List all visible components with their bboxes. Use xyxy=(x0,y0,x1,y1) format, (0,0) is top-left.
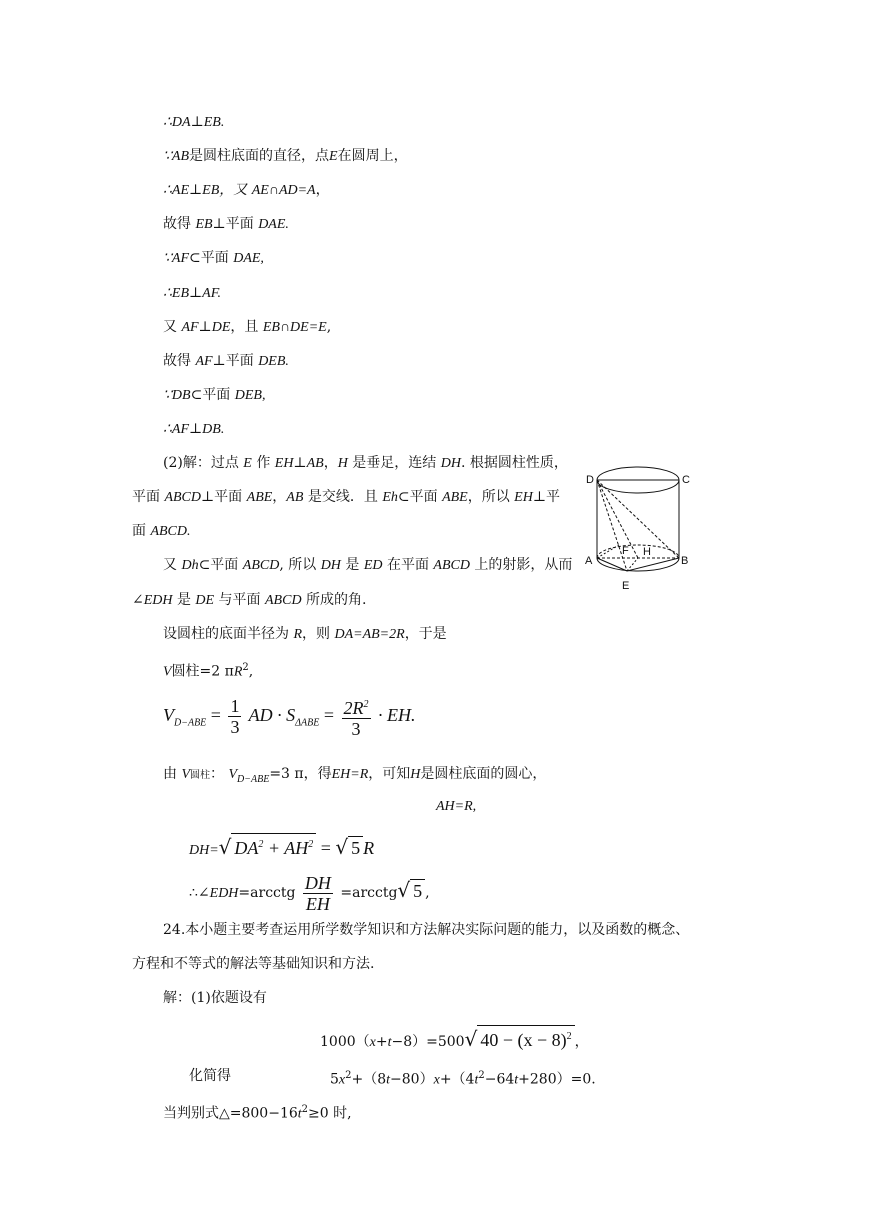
part2-line-6: 设圆柱的底面半径为 R，则 DA=AB=2R，于是 xyxy=(163,626,447,642)
proof-line-9: ∵DB⊂平面 DEB, xyxy=(163,387,266,403)
proof-line-7: 又 AF⊥DE，且 EB∩DE=E, xyxy=(163,319,332,335)
proof-line-10: ∴AF⊥DB. xyxy=(163,422,225,437)
q24-equation-2: $5x^2+(8t-80)x+(4t^2-64t+280)=0$. xyxy=(330,1070,596,1088)
label-h: H xyxy=(643,546,651,558)
label-b: B xyxy=(681,555,689,567)
volume-formula: $V_{D-ABE}$ = $\frac{1}{3}$ AD · $S_{\Delta ABE}$ = $\frac{2R^2}{3}$ · EH. xyxy=(163,696,416,739)
segment-db xyxy=(597,480,679,558)
q24-line-1: 24.本小题主要考查运用所学数学知识和方法解决实际问题的能力，以及函数的概念、 xyxy=(163,922,690,938)
label-c: C xyxy=(682,474,690,486)
proof-line-8: 故得 AF⊥平面 DEB. xyxy=(163,353,289,369)
proof-line-4: 故得 EB⊥平面 DAE. xyxy=(163,216,289,232)
frac-dh-eh: $\frac{DH}{EH}$ xyxy=(304,872,331,914)
q24-equation-1: 1000（x+t−8）=500√ $40 - (x - 8)^2$ ， xyxy=(320,1027,589,1051)
angle-formula: ∴∠EDH=arcctg $\frac{DH}{EH}$ =arcctg√ 5 , xyxy=(189,872,430,914)
proof-line-3: ∴AE⊥EB，又 AE∩AD=A， xyxy=(163,182,330,198)
part2-line-9: AH=R, xyxy=(436,799,477,814)
proof-line-2: ∵AB是圆柱底面的直径，点E在圆周上， xyxy=(163,148,408,164)
sqrt-da-ah: $DA^2 + AH^2$ xyxy=(231,833,316,859)
proof-line-5: ∵AF⊂平面 DAE, xyxy=(163,250,264,266)
proof-line-1: ∴DA⊥EB. xyxy=(163,115,225,130)
cylinder-figure xyxy=(585,465,695,595)
label-e: E xyxy=(622,580,630,592)
label-d: D xyxy=(586,474,594,486)
part2-line-8: 由 V圆柱： $V_{D-ABE}=3$ π，得EH=R，可知H是圆柱底面的圆心， xyxy=(163,766,547,785)
segment-eb xyxy=(627,558,679,571)
bottom-front-arc xyxy=(597,558,679,571)
part2-line-5: ∠EDH 是 DE 与平面 ABCD 所成的角. xyxy=(132,592,367,608)
label-f: F xyxy=(622,545,629,557)
q24-line-5: 化简得 xyxy=(189,1068,231,1084)
frac-one-third: $\frac{1}{3}$ xyxy=(230,696,240,738)
q24-line-3: 解：(1)依题设有 xyxy=(163,990,267,1006)
sqrt-40-x8: $40 - (x - 8)^2$ xyxy=(477,1025,574,1051)
proof-line-6: ∴EB⊥AF. xyxy=(163,286,221,301)
part2-line-3: 面 ABCD. xyxy=(132,523,191,539)
part2-line-1: (2)解：过点 E 作 EH⊥AB，H 是垂足，连结 DH. 根据圆柱性质， xyxy=(163,455,568,471)
q24-line-6: 当判别式$\triangle=800-16t^2\ge 0$ 时, xyxy=(163,1104,352,1122)
label-a: A xyxy=(585,555,593,567)
segment-af xyxy=(597,545,619,558)
part2-line-2: 平面 ABCD⊥平面 ABE，AB 是交线．且 Eh⊂平面 ABE，所以 EH⊥平 xyxy=(132,489,561,505)
q24-line-2: 方程和不等式的解法等基础知识和方法. xyxy=(132,956,375,972)
frac-2r2-over-3: $\frac{2R^2}{3}$ xyxy=(342,695,371,739)
part2-line-7: V圆柱=2 $\pi R^2$, xyxy=(163,662,254,680)
dh-formula: DH=√ $DA^2 + AH^2$ = √ 5 R xyxy=(189,835,375,859)
part2-line-4: 又 Dh⊂平面 ABCD, 所以 DH 是 ED 在平面 ABCD 上的射影，从而 xyxy=(163,557,573,573)
